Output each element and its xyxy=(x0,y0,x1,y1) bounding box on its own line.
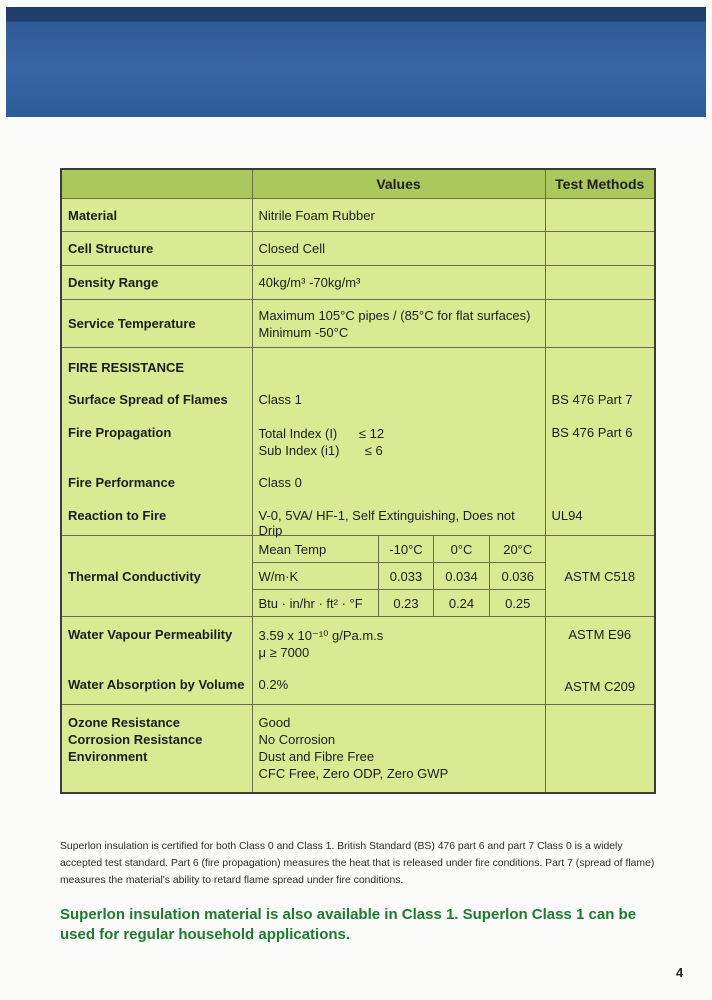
table-row-fire-resistance xyxy=(61,348,655,536)
thermal-header-cell: -10°C xyxy=(379,536,434,563)
thermal-value: 0.033 xyxy=(379,563,434,590)
value-corrosion: No Corrosion xyxy=(258,732,336,747)
table-row-water xyxy=(61,617,655,705)
value-cfc: CFC Free, Zero ODP, Zero GWP xyxy=(258,766,449,781)
thermal-value: 0.25 xyxy=(490,590,546,617)
thermal-header-row xyxy=(253,536,546,563)
fire-value-surface-spread: Class 1 xyxy=(258,392,302,407)
fire-label-propagation: Fire Propagation xyxy=(68,425,172,440)
service-temp-min: Minimum -50°C xyxy=(258,324,349,340)
fire-value-reaction: V-0, 5VA/ HF-1, Self Extinguishing, Does not Drip xyxy=(258,508,515,538)
thermal-header-cell: 20°C xyxy=(490,536,546,563)
header-values: Values xyxy=(252,169,545,199)
label-ozone: Ozone Resistance xyxy=(68,715,180,730)
row-method-material xyxy=(545,199,655,232)
thermal-value: 0.24 xyxy=(434,590,490,617)
other-values xyxy=(252,705,545,793)
fire-heading: FIRE RESISTANCE xyxy=(68,360,185,375)
fire-label-surface-spread: Surface Spread of Flames xyxy=(68,392,228,407)
row-method-density xyxy=(545,266,655,300)
permeability-value: 3.59 x 10⁻¹⁰ g/Pa.m.s xyxy=(258,628,384,643)
mu-value: μ ≥ 7000 xyxy=(258,645,310,660)
water-methods xyxy=(545,617,655,705)
row-label-service-temperature: Service Temperature xyxy=(61,300,252,348)
header-band xyxy=(6,7,706,117)
fire-method-propagation: BS 476 Part 6 xyxy=(551,425,633,440)
row-value-service-temperature xyxy=(252,300,545,348)
row-value-material: Nitrile Foam Rubber xyxy=(252,199,545,232)
thermal-value: 0.23 xyxy=(379,590,434,617)
row-label-material: Material xyxy=(61,199,252,232)
thermal-header-cell: Mean Temp xyxy=(253,536,379,563)
table-row xyxy=(61,199,655,232)
water-labels xyxy=(61,617,252,705)
row-label-water-absorption: Water Absorption by Volume xyxy=(68,677,245,692)
thermal-value: 0.034 xyxy=(434,563,490,590)
row-method-other xyxy=(545,705,655,793)
fire-method-reaction: UL94 xyxy=(551,508,583,523)
class-1-highlight: Superlon insulation material is also available in Class 1. Superlon Class 1 can be used for regular household applications. xyxy=(60,906,637,943)
fire-methods xyxy=(545,348,655,536)
header-test-methods: Test Methods xyxy=(545,169,655,199)
fire-label-reaction: Reaction to Fire xyxy=(68,508,167,523)
table-row xyxy=(61,300,655,348)
service-temp-max: Maximum 105°C pipes / (85°C for flat surfaces) xyxy=(258,307,531,323)
table-header-row xyxy=(61,169,655,199)
row-value-cell-structure: Closed Cell xyxy=(252,232,545,266)
row-method-service-temperature xyxy=(545,300,655,348)
label-corrosion: Corrosion Resistance xyxy=(68,732,203,747)
row-value-density: 40kg/m³ -70kg/m³ xyxy=(252,266,545,300)
fire-method-performance xyxy=(546,465,655,498)
row-method-water-vapour: ASTM E96 xyxy=(568,627,632,642)
label-environment: Environment xyxy=(68,749,148,764)
row-label-density: Density Range xyxy=(61,266,252,300)
specifications-table xyxy=(60,168,656,794)
thermal-header-cell: 0°C xyxy=(434,536,490,563)
fire-value-performance: Class 0 xyxy=(258,475,302,490)
thermal-row xyxy=(253,590,546,617)
fire-method-surface-spread: BS 476 Part 7 xyxy=(551,392,633,407)
water-values xyxy=(252,617,545,705)
other-labels xyxy=(61,705,252,793)
table-row-thermal xyxy=(61,536,655,617)
fire-values xyxy=(252,348,545,536)
thermal-subtable xyxy=(253,536,546,616)
certification-paragraph: Superlon insulation is certified for both Class 0 and Class 1. British Standard (BS) 476 part 6 and part 7 Class 0 is a widely accepted test standard. Part 6 (fire propagation) measures the heat that is released under fire conditions. Part 7 (spread of flame) measures the material's ability to retard flame spread under fire conditions. xyxy=(60,841,655,886)
total-index: Total Index (I) ≤ 12 xyxy=(258,426,385,441)
value-dust: Dust and Fibre Free xyxy=(258,749,375,764)
row-method-cell-structure xyxy=(545,232,655,266)
thermal-value: 0.036 xyxy=(490,563,546,590)
row-method-water-absorption: ASTM C209 xyxy=(564,679,636,694)
row-label-cell-structure: Cell Structure xyxy=(61,232,252,266)
row-label-water-vapour: Water Vapour Permeability xyxy=(68,627,233,642)
fire-value-propagation xyxy=(253,415,545,465)
table-row-other xyxy=(61,705,655,793)
table-row xyxy=(61,266,655,300)
row-value-water-vapour xyxy=(253,617,545,667)
row-label-thermal: Thermal Conductivity xyxy=(61,536,252,617)
fire-labels xyxy=(61,348,252,536)
fire-label-performance: Fire Performance xyxy=(68,475,175,490)
header-property xyxy=(61,169,252,199)
thermal-values xyxy=(252,536,545,617)
thermal-unit: Btu · in/hr · ft² · °F xyxy=(253,590,379,617)
row-method-thermal: ASTM C518 xyxy=(545,536,655,617)
value-ozone: Good xyxy=(258,715,291,730)
thermal-row xyxy=(253,563,546,590)
page-number: 4 xyxy=(676,965,684,980)
row-value-water-absorption: 0.2% xyxy=(258,677,289,692)
thermal-unit: W/m·K xyxy=(253,563,379,590)
table-row xyxy=(61,232,655,266)
sub-index: Sub Index (i1) ≤ 6 xyxy=(258,443,383,458)
